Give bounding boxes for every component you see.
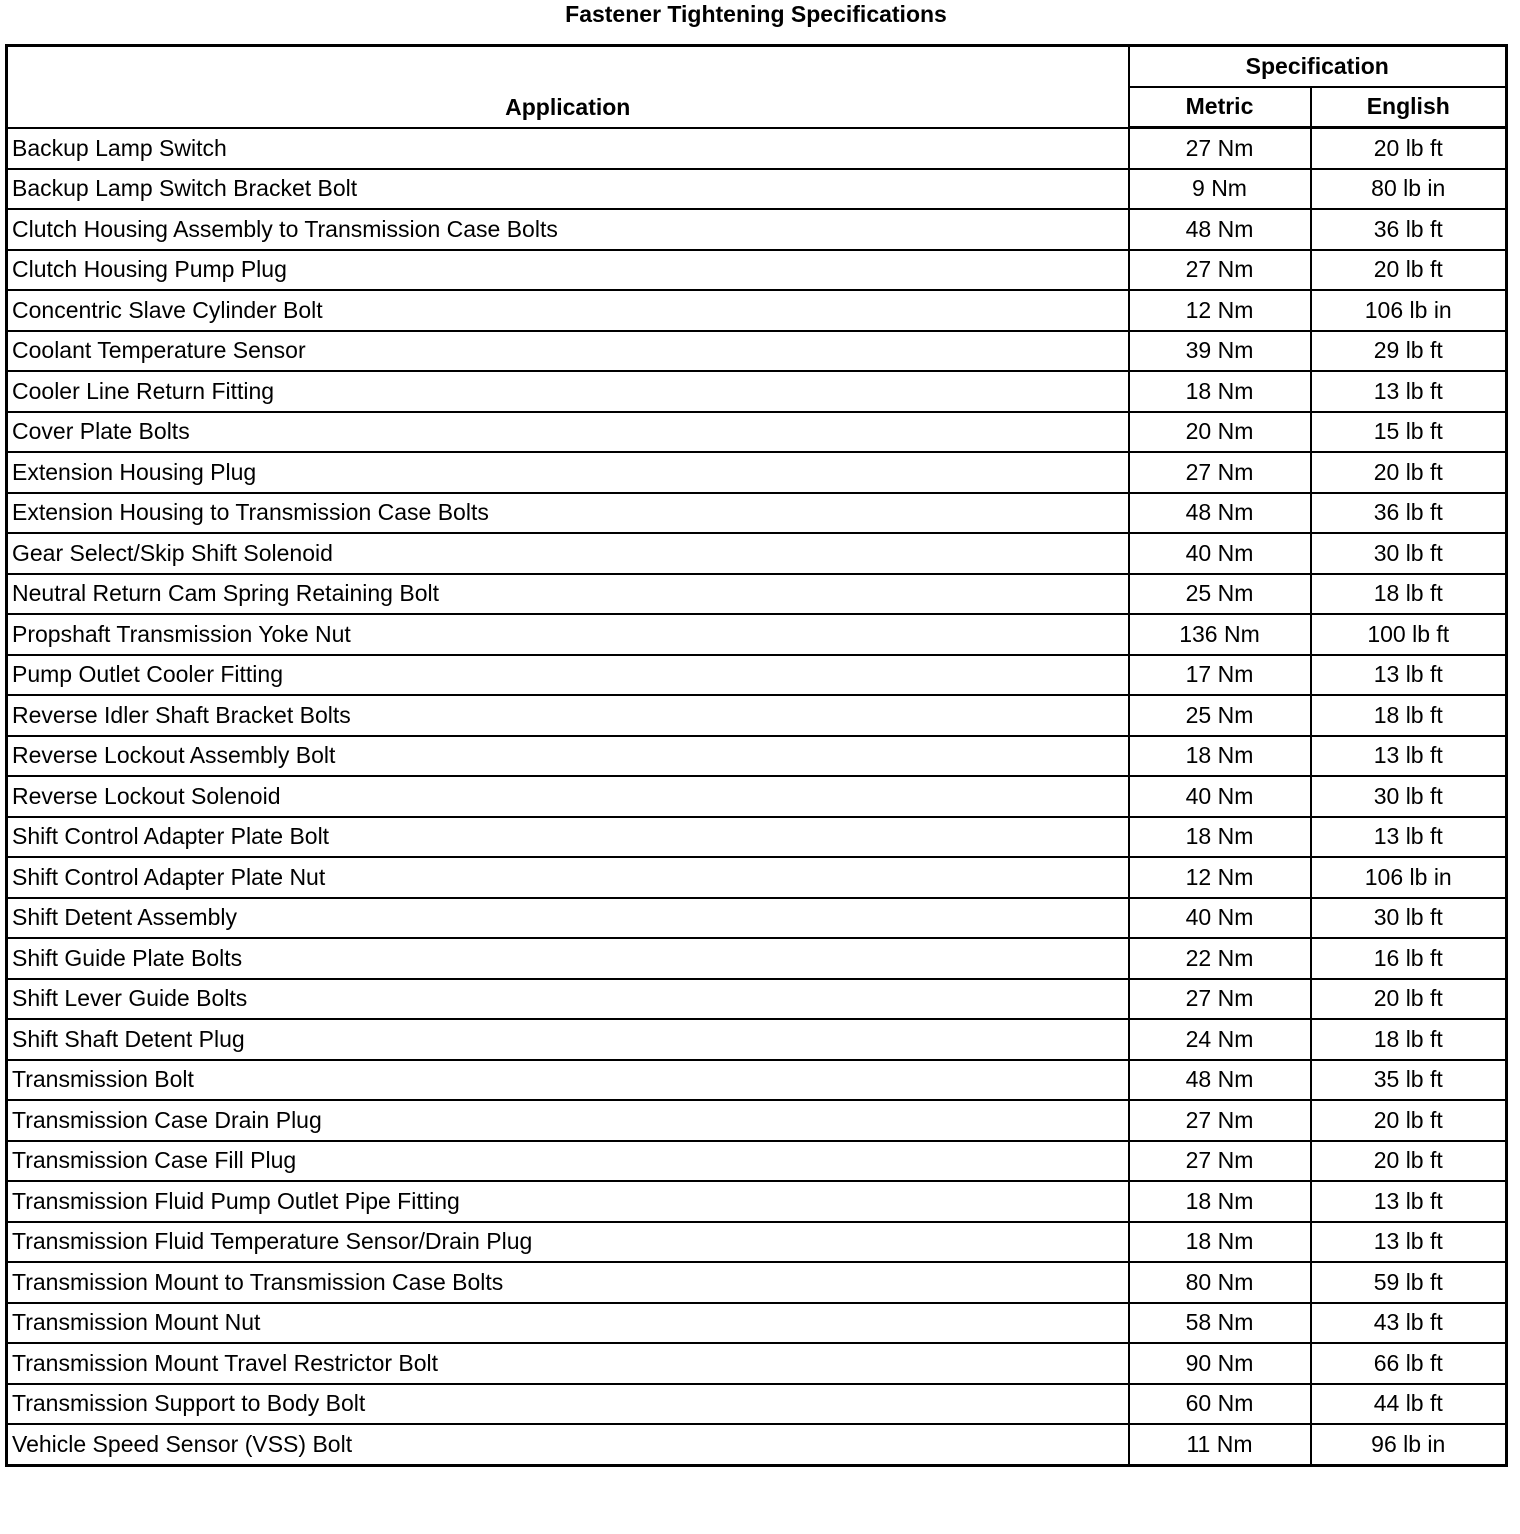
cell-english: 100 lb ft bbox=[1311, 614, 1507, 655]
cell-application: Transmission Mount to Transmission Case Bolts bbox=[7, 1262, 1129, 1303]
cell-metric: 11 Nm bbox=[1129, 1424, 1311, 1465]
cell-english: 20 lb ft bbox=[1311, 250, 1507, 291]
cell-application: Shift Detent Assembly bbox=[7, 898, 1129, 939]
cell-application: Shift Shaft Detent Plug bbox=[7, 1019, 1129, 1060]
cell-metric: 27 Nm bbox=[1129, 452, 1311, 493]
cell-english: 13 lb ft bbox=[1311, 1222, 1507, 1263]
cell-metric: 22 Nm bbox=[1129, 938, 1311, 979]
table-row bbox=[7, 250, 1507, 291]
table-row bbox=[7, 1141, 1507, 1182]
table-header bbox=[7, 46, 1507, 128]
table-row bbox=[7, 938, 1507, 979]
header-english: English bbox=[1311, 87, 1507, 128]
cell-application: Cover Plate Bolts bbox=[7, 412, 1129, 453]
cell-application: Clutch Housing Pump Plug bbox=[7, 250, 1129, 291]
table-row bbox=[7, 574, 1507, 615]
table-row bbox=[7, 655, 1507, 696]
cell-metric: 58 Nm bbox=[1129, 1303, 1311, 1344]
table-row bbox=[7, 1303, 1507, 1344]
cell-metric: 27 Nm bbox=[1129, 979, 1311, 1020]
cell-english: 13 lb ft bbox=[1311, 655, 1507, 696]
table-row bbox=[7, 209, 1507, 250]
cell-application: Transmission Mount Nut bbox=[7, 1303, 1129, 1344]
cell-application: Transmission Case Drain Plug bbox=[7, 1100, 1129, 1141]
cell-application: Propshaft Transmission Yoke Nut bbox=[7, 614, 1129, 655]
cell-english: 15 lb ft bbox=[1311, 412, 1507, 453]
cell-application: Transmission Fluid Pump Outlet Pipe Fitting bbox=[7, 1181, 1129, 1222]
cell-english: 29 lb ft bbox=[1311, 331, 1507, 372]
header-row-top bbox=[7, 46, 1507, 87]
cell-metric: 80 Nm bbox=[1129, 1262, 1311, 1303]
cell-application: Cooler Line Return Fitting bbox=[7, 371, 1129, 412]
cell-english: 13 lb ft bbox=[1311, 817, 1507, 858]
table-row bbox=[7, 1222, 1507, 1263]
table-row bbox=[7, 898, 1507, 939]
cell-metric: 25 Nm bbox=[1129, 695, 1311, 736]
cell-english: 106 lb in bbox=[1311, 857, 1507, 898]
cell-metric: 18 Nm bbox=[1129, 1181, 1311, 1222]
cell-english: 43 lb ft bbox=[1311, 1303, 1507, 1344]
cell-metric: 39 Nm bbox=[1129, 331, 1311, 372]
cell-application: Vehicle Speed Sensor (VSS) Bolt bbox=[7, 1424, 1129, 1465]
cell-english: 66 lb ft bbox=[1311, 1343, 1507, 1384]
cell-english: 96 lb in bbox=[1311, 1424, 1507, 1465]
cell-application: Extension Housing to Transmission Case Bolts bbox=[7, 493, 1129, 534]
cell-english: 13 lb ft bbox=[1311, 736, 1507, 777]
cell-english: 59 lb ft bbox=[1311, 1262, 1507, 1303]
table-row bbox=[7, 412, 1507, 453]
cell-english: 36 lb ft bbox=[1311, 493, 1507, 534]
cell-metric: 18 Nm bbox=[1129, 371, 1311, 412]
cell-metric: 90 Nm bbox=[1129, 1343, 1311, 1384]
cell-english: 13 lb ft bbox=[1311, 1181, 1507, 1222]
cell-metric: 18 Nm bbox=[1129, 1222, 1311, 1263]
cell-metric: 27 Nm bbox=[1129, 128, 1311, 169]
cell-english: 18 lb ft bbox=[1311, 574, 1507, 615]
table-row bbox=[7, 128, 1507, 169]
cell-metric: 12 Nm bbox=[1129, 290, 1311, 331]
header-specification: Specification bbox=[1129, 46, 1507, 87]
cell-application: Gear Select/Skip Shift Solenoid bbox=[7, 533, 1129, 574]
table-row bbox=[7, 695, 1507, 736]
cell-english: 16 lb ft bbox=[1311, 938, 1507, 979]
cell-english: 106 lb in bbox=[1311, 290, 1507, 331]
cell-english: 13 lb ft bbox=[1311, 371, 1507, 412]
cell-application: Transmission Fluid Temperature Sensor/Drain Plug bbox=[7, 1222, 1129, 1263]
cell-metric: 24 Nm bbox=[1129, 1019, 1311, 1060]
cell-application: Transmission Case Fill Plug bbox=[7, 1141, 1129, 1182]
fastener-spec-table bbox=[5, 44, 1508, 1467]
cell-english: 20 lb ft bbox=[1311, 452, 1507, 493]
table-row bbox=[7, 776, 1507, 817]
cell-metric: 20 Nm bbox=[1129, 412, 1311, 453]
cell-metric: 60 Nm bbox=[1129, 1384, 1311, 1425]
cell-metric: 17 Nm bbox=[1129, 655, 1311, 696]
table-row bbox=[7, 1262, 1507, 1303]
cell-application: Shift Control Adapter Plate Nut bbox=[7, 857, 1129, 898]
header-metric: Metric bbox=[1129, 87, 1311, 128]
cell-english: 44 lb ft bbox=[1311, 1384, 1507, 1425]
cell-application: Transmission Support to Body Bolt bbox=[7, 1384, 1129, 1425]
cell-application: Pump Outlet Cooler Fitting bbox=[7, 655, 1129, 696]
table-row bbox=[7, 1060, 1507, 1101]
table-row bbox=[7, 979, 1507, 1020]
cell-metric: 18 Nm bbox=[1129, 817, 1311, 858]
cell-application: Shift Lever Guide Bolts bbox=[7, 979, 1129, 1020]
table-row bbox=[7, 736, 1507, 777]
cell-english: 20 lb ft bbox=[1311, 128, 1507, 169]
table-row bbox=[7, 1384, 1507, 1425]
cell-english: 80 lb in bbox=[1311, 169, 1507, 210]
cell-english: 35 lb ft bbox=[1311, 1060, 1507, 1101]
cell-metric: 40 Nm bbox=[1129, 898, 1311, 939]
cell-metric: 48 Nm bbox=[1129, 1060, 1311, 1101]
cell-metric: 25 Nm bbox=[1129, 574, 1311, 615]
cell-english: 30 lb ft bbox=[1311, 776, 1507, 817]
cell-english: 20 lb ft bbox=[1311, 1141, 1507, 1182]
table-row bbox=[7, 331, 1507, 372]
table-row bbox=[7, 290, 1507, 331]
cell-metric: 48 Nm bbox=[1129, 493, 1311, 534]
cell-application: Shift Control Adapter Plate Bolt bbox=[7, 817, 1129, 858]
cell-metric: 27 Nm bbox=[1129, 1141, 1311, 1182]
table-row bbox=[7, 1019, 1507, 1060]
cell-application: Reverse Lockout Assembly Bolt bbox=[7, 736, 1129, 777]
cell-application: Transmission Bolt bbox=[7, 1060, 1129, 1101]
table-row bbox=[7, 1343, 1507, 1384]
cell-english: 18 lb ft bbox=[1311, 695, 1507, 736]
cell-application: Transmission Mount Travel Restrictor Bolt bbox=[7, 1343, 1129, 1384]
cell-english: 20 lb ft bbox=[1311, 979, 1507, 1020]
table-row bbox=[7, 452, 1507, 493]
table-row bbox=[7, 493, 1507, 534]
cell-metric: 18 Nm bbox=[1129, 736, 1311, 777]
cell-application: Reverse Idler Shaft Bracket Bolts bbox=[7, 695, 1129, 736]
table-row bbox=[7, 1181, 1507, 1222]
cell-application: Concentric Slave Cylinder Bolt bbox=[7, 290, 1129, 331]
table-row bbox=[7, 371, 1507, 412]
table-row bbox=[7, 614, 1507, 655]
cell-english: 18 lb ft bbox=[1311, 1019, 1507, 1060]
cell-application: Reverse Lockout Solenoid bbox=[7, 776, 1129, 817]
cell-application: Backup Lamp Switch Bracket Bolt bbox=[7, 169, 1129, 210]
cell-application: Clutch Housing Assembly to Transmission Case Bolts bbox=[7, 209, 1129, 250]
cell-metric: 136 Nm bbox=[1129, 614, 1311, 655]
header-application: Application bbox=[7, 46, 1129, 128]
table-row bbox=[7, 857, 1507, 898]
table-row bbox=[7, 1100, 1507, 1141]
table-row bbox=[7, 533, 1507, 574]
table-row bbox=[7, 1424, 1507, 1465]
cell-english: 30 lb ft bbox=[1311, 533, 1507, 574]
cell-application: Shift Guide Plate Bolts bbox=[7, 938, 1129, 979]
cell-metric: 9 Nm bbox=[1129, 169, 1311, 210]
cell-application: Backup Lamp Switch bbox=[7, 128, 1129, 169]
cell-metric: 40 Nm bbox=[1129, 776, 1311, 817]
cell-application: Coolant Temperature Sensor bbox=[7, 331, 1129, 372]
cell-metric: 40 Nm bbox=[1129, 533, 1311, 574]
cell-metric: 27 Nm bbox=[1129, 1100, 1311, 1141]
cell-metric: 48 Nm bbox=[1129, 209, 1311, 250]
cell-english: 36 lb ft bbox=[1311, 209, 1507, 250]
cell-english: 20 lb ft bbox=[1311, 1100, 1507, 1141]
table-row bbox=[7, 817, 1507, 858]
cell-metric: 27 Nm bbox=[1129, 250, 1311, 291]
document-title: Fastener Tightening Specifications bbox=[565, 1, 947, 27]
table-row bbox=[7, 169, 1507, 210]
cell-metric: 12 Nm bbox=[1129, 857, 1311, 898]
cell-application: Neutral Return Cam Spring Retaining Bolt bbox=[7, 574, 1129, 615]
cell-application: Extension Housing Plug bbox=[7, 452, 1129, 493]
table-body bbox=[7, 128, 1507, 1466]
cell-english: 30 lb ft bbox=[1311, 898, 1507, 939]
